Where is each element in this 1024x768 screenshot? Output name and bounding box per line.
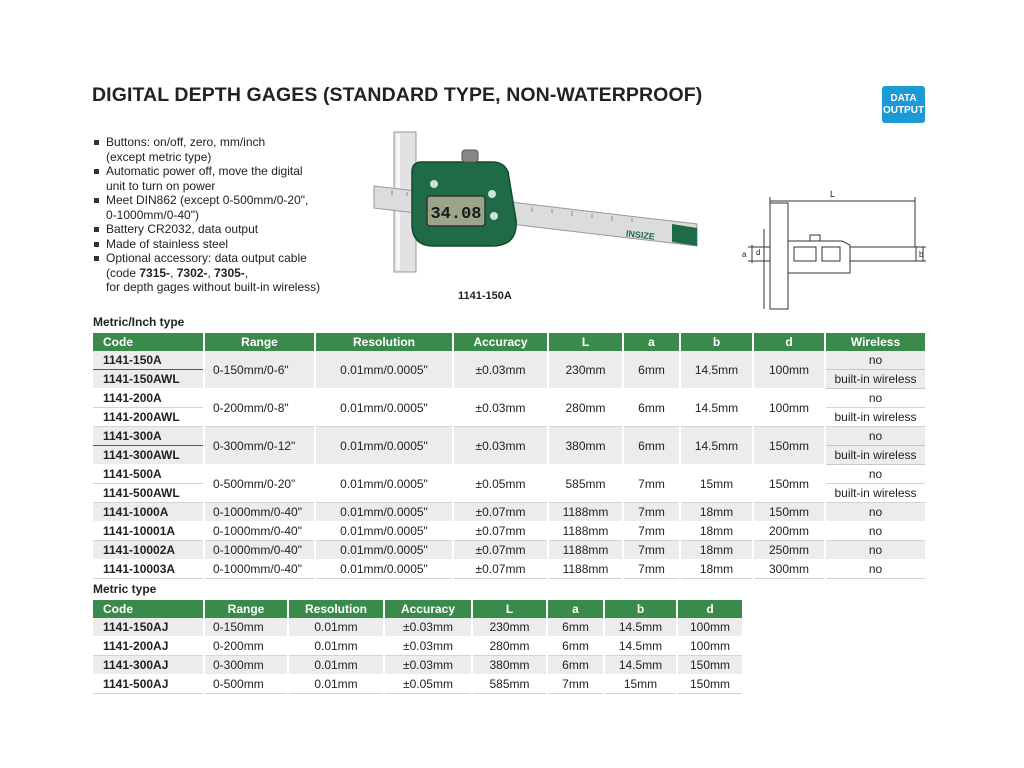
table-row [93, 541, 926, 560]
range-cell: 0-500mm [204, 675, 288, 694]
a-cell: 7mm [623, 465, 680, 503]
length-cell: 1188mm [548, 560, 623, 579]
feature-line: 0-1000mm/0-40") [106, 207, 199, 222]
column-header: a [547, 600, 604, 618]
photo-display-value: 34.08 [430, 205, 482, 224]
a-cell: 7mm [623, 522, 680, 541]
column-header: Accuracy [384, 600, 472, 618]
b-cell: 14.5mm [680, 389, 753, 427]
wireless-cell: no [825, 389, 926, 408]
b-cell: 18mm [680, 503, 753, 522]
diagram-label-L: L [830, 189, 836, 199]
wireless-cell: built-in wireless [825, 370, 926, 389]
range-cell: 0-200mm/0-8" [204, 389, 315, 427]
code-cell: 1141-200A [93, 389, 204, 408]
column-header: Resolution [288, 600, 384, 618]
range-cell: 0-200mm [204, 637, 288, 656]
accuracy-cell: ±0.05mm [384, 675, 472, 694]
code-cell: 1141-300AJ [93, 656, 204, 675]
b-cell: 15mm [604, 675, 677, 694]
b-cell: 14.5mm [604, 618, 677, 637]
table-row [93, 637, 743, 656]
b-cell: 14.5mm [604, 637, 677, 656]
wireless-cell: no [825, 427, 926, 446]
resolution-cell: 0.01mm [288, 675, 384, 694]
wireless-cell: built-in wireless [825, 408, 926, 427]
table-row [93, 351, 926, 370]
accuracy-cell: ±0.07mm [453, 522, 548, 541]
resolution-cell: 0.01mm/0.0005" [315, 541, 453, 560]
a-cell: 7mm [623, 503, 680, 522]
feature-line: Made of stainless steel [106, 236, 229, 251]
feature-line: Optional accessory: data output cable [106, 251, 307, 265]
resolution-cell: 0.01mm/0.0005" [315, 389, 453, 427]
resolution-cell: 0.01mm [288, 637, 384, 656]
d-cell: 100mm [677, 637, 743, 656]
code-cell: 1141-10001A [93, 522, 204, 541]
table-row [93, 427, 926, 446]
length-cell: 280mm [472, 637, 547, 656]
accuracy-cell: ±0.07mm [453, 503, 548, 522]
column-header: Code [93, 600, 204, 618]
range-cell: 0-500mm/0-20" [204, 465, 315, 503]
table-row [93, 465, 926, 484]
column-header: Accuracy [453, 333, 548, 351]
accuracy-cell: ±0.03mm [453, 351, 548, 389]
wireless-cell: built-in wireless [825, 484, 926, 503]
b-cell: 15mm [680, 465, 753, 503]
resolution-cell: 0.01mm/0.0005" [315, 560, 453, 579]
column-header: b [604, 600, 677, 618]
b-cell: 18mm [680, 541, 753, 560]
feature-item [94, 193, 394, 222]
a-cell: 7mm [623, 560, 680, 579]
length-cell: 1188mm [548, 522, 623, 541]
wireless-cell: no [825, 351, 926, 370]
code-cell: 1141-500AJ [93, 675, 204, 694]
photo-caption: 1141-150A [458, 290, 512, 302]
photo-brand: INSIZE [625, 228, 656, 242]
code-cell: 1141-300AWL [93, 446, 204, 465]
resolution-cell: 0.01mm [288, 656, 384, 675]
code-cell: 1141-300A [93, 427, 204, 446]
a-cell: 7mm [547, 675, 604, 694]
feature-item [94, 164, 394, 193]
d-cell: 100mm [677, 618, 743, 637]
feature-line: Automatic power off, move the digital [106, 164, 303, 178]
length-cell: 1188mm [548, 503, 623, 522]
resolution-cell: 0.01mm [288, 618, 384, 637]
page-title: DIGITAL DEPTH GAGES (STANDARD TYPE, NON-WATERPROOF) [92, 84, 703, 106]
range-cell: 0-300mm [204, 656, 288, 675]
code-cell: 1141-200AJ [93, 637, 204, 656]
length-cell: 380mm [548, 427, 623, 465]
column-header: d [677, 600, 743, 618]
code-cell: 1141-500AWL [93, 484, 204, 503]
data-output-badge [882, 86, 925, 123]
b-cell: 14.5mm [680, 427, 753, 465]
d-cell: 100mm [753, 389, 825, 427]
diagram-label-d: d [756, 248, 761, 257]
range-cell: 0-1000mm/0-40" [204, 503, 315, 522]
code-cell: 1141-150AWL [93, 370, 204, 389]
d-cell: 200mm [753, 522, 825, 541]
column-header: L [548, 333, 623, 351]
wireless-cell: no [825, 503, 926, 522]
b-cell: 14.5mm [604, 656, 677, 675]
metric-table [93, 600, 744, 694]
column-header: Range [204, 333, 315, 351]
length-cell: 280mm [548, 389, 623, 427]
accuracy-cell: ±0.07mm [453, 541, 548, 560]
length-cell: 230mm [548, 351, 623, 389]
d-cell: 150mm [677, 675, 743, 694]
resolution-cell: 0.01mm/0.0005" [315, 522, 453, 541]
table-row [93, 389, 926, 408]
column-header: Wireless [825, 333, 926, 351]
a-cell: 6mm [547, 656, 604, 675]
a-cell: 7mm [623, 541, 680, 560]
code-cell: 1141-150A [93, 351, 204, 370]
feature-list [94, 135, 394, 295]
accuracy-cell: ±0.03mm [453, 427, 548, 465]
wireless-cell: no [825, 560, 926, 579]
d-cell: 100mm [753, 351, 825, 389]
diagram-label-b: b [919, 250, 924, 259]
a-cell: 6mm [623, 389, 680, 427]
b-cell: 14.5mm [680, 351, 753, 389]
resolution-cell: 0.01mm/0.0005" [315, 427, 453, 465]
resolution-cell: 0.01mm/0.0005" [315, 351, 453, 389]
column-header: L [472, 600, 547, 618]
b-cell: 18mm [680, 560, 753, 579]
range-cell: 0-150mm [204, 618, 288, 637]
length-cell: 585mm [472, 675, 547, 694]
feature-item [94, 135, 394, 164]
table-row [93, 522, 926, 541]
d-cell: 150mm [677, 656, 743, 675]
badge-line-1: DATA [890, 92, 917, 104]
length-cell: 1188mm [548, 541, 623, 560]
d-cell: 150mm [753, 427, 825, 465]
metric-inch-table [93, 333, 927, 579]
table-row [93, 675, 743, 694]
feature-item [94, 222, 394, 237]
feature-line: unit to turn on power [106, 178, 216, 193]
d-cell: 250mm [753, 541, 825, 560]
table-row [93, 656, 743, 675]
code-cell: 1141-10002A [93, 541, 204, 560]
range-cell: 0-1000mm/0-40" [204, 522, 315, 541]
d-cell: 300mm [753, 560, 825, 579]
badge-line-2: OUTPUT [882, 104, 925, 116]
wireless-cell: no [825, 465, 926, 484]
length-cell: 585mm [548, 465, 623, 503]
b-cell: 18mm [680, 522, 753, 541]
wireless-cell: no [825, 541, 926, 560]
wireless-cell: no [825, 522, 926, 541]
column-header: Resolution [315, 333, 453, 351]
table-row [93, 618, 743, 637]
metric-inch-label: Metric/Inch type [93, 315, 185, 329]
metric-label: Metric type [93, 582, 157, 596]
range-cell: 0-1000mm/0-40" [204, 560, 315, 579]
range-cell: 0-1000mm/0-40" [204, 541, 315, 560]
feature-line: Meet DIN862 (except 0-500mm/0-20", [106, 193, 309, 207]
feature-line: Battery CR2032, data output [106, 222, 259, 236]
column-header: a [623, 333, 680, 351]
wireless-cell: built-in wireless [825, 446, 926, 465]
accuracy-cell: ±0.03mm [453, 389, 548, 427]
accuracy-cell: ±0.07mm [453, 560, 548, 579]
feature-line: Buttons: on/off, zero, mm/inch [106, 135, 266, 149]
code-cell: 1141-10003A [93, 560, 204, 579]
a-cell: 6mm [623, 351, 680, 389]
code-cell: 1141-1000A [93, 503, 204, 522]
accuracy-cell: ±0.03mm [384, 618, 472, 637]
a-cell: 6mm [623, 427, 680, 465]
accuracy-cell: ±0.03mm [384, 637, 472, 656]
feature-item [94, 237, 394, 252]
range-cell: 0-150mm/0-6" [204, 351, 315, 389]
code-cell: 1141-150AJ [93, 618, 204, 637]
feature-line: (except metric type) [106, 149, 212, 164]
length-cell: 380mm [472, 656, 547, 675]
table-row [93, 560, 926, 579]
resolution-cell: 0.01mm/0.0005" [315, 503, 453, 522]
depth-gage-photo [372, 128, 702, 288]
column-header: b [680, 333, 753, 351]
range-cell: 0-300mm/0-12" [204, 427, 315, 465]
dimension-diagram [730, 185, 930, 315]
column-header: Range [204, 600, 288, 618]
accuracy-cell: ±0.03mm [384, 656, 472, 675]
column-header: Code [93, 333, 204, 351]
feature-line: for depth gages without built-in wireless) [106, 280, 321, 294]
feature-item [94, 251, 394, 295]
column-header: d [753, 333, 825, 351]
a-cell: 6mm [547, 618, 604, 637]
resolution-cell: 0.01mm/0.0005" [315, 465, 453, 503]
length-cell: 230mm [472, 618, 547, 637]
diagram-label-a: a [742, 250, 747, 259]
accuracy-cell: ±0.05mm [453, 465, 548, 503]
d-cell: 150mm [753, 503, 825, 522]
code-cell: 1141-500A [93, 465, 204, 484]
d-cell: 150mm [753, 465, 825, 503]
a-cell: 6mm [547, 637, 604, 656]
table-row [93, 503, 926, 522]
feature-line: (code 7315-, 7302-, 7305-, [106, 265, 249, 280]
code-cell: 1141-200AWL [93, 408, 204, 427]
